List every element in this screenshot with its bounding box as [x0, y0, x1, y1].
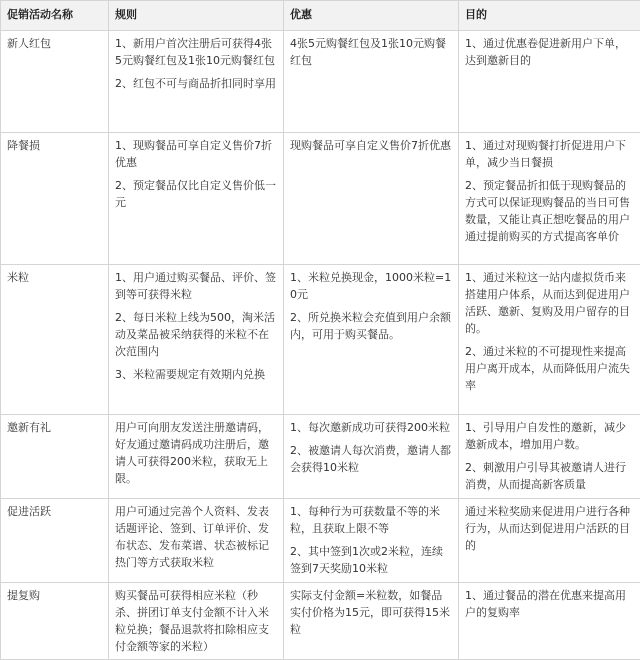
- goal-text: 2、预定餐品折扣低于现购餐品的方式可以保证现购餐品的当日可售数量，又能让真正想吃餐品的用户通过提前购买的方式提高客单价: [465, 177, 634, 245]
- rules-cell: [109, 583, 284, 660]
- offer-text: 2、被邀请人每次消费，邀请人都会获得10米粒: [290, 442, 452, 476]
- goal-text: 1、通过米粒这一站内虚拟货币来搭建用户体系，从而达到促进用户活跃、邀新、复购及用户留存的目的。: [465, 269, 634, 337]
- table-row: [1, 265, 640, 415]
- rules-cell: [109, 133, 284, 265]
- rules-cell: [109, 31, 284, 133]
- offers-cell: [284, 31, 459, 133]
- activity-name: 降餐损: [1, 133, 109, 265]
- table-row: [1, 499, 640, 583]
- rules-cell: [109, 265, 284, 415]
- table-row: [1, 31, 640, 133]
- table-row: [1, 583, 640, 660]
- rule-text: 3、米粒需要规定有效期内兑换: [115, 366, 277, 383]
- rules-cell: [109, 499, 284, 583]
- rule-text: 1、现购餐品可享自定义售价7折优惠: [115, 137, 277, 171]
- offer-text: 4张5元购餐红包及1张10元购餐红包: [290, 35, 452, 69]
- offers-cell: [284, 265, 459, 415]
- offer-text: 2、其中签到1次或2米粒，连续签到7天奖励10米粒: [290, 543, 452, 577]
- offers-cell: [284, 499, 459, 583]
- rule-text: 用户可向朋友发送注册邀请码，好友通过邀请码成功注册后，邀请人可获得200米粒，获取无上限。: [115, 419, 277, 487]
- goal-text: 1、通过餐品的潜在优惠来提高用户的复购率: [465, 587, 634, 621]
- offer-text: 现购餐品可享自定义售价7折优惠: [290, 137, 452, 154]
- header-rules: 规则: [109, 1, 284, 31]
- table-row: [1, 133, 640, 265]
- rules-cell: [109, 415, 284, 499]
- table-row: [1, 415, 640, 499]
- rule-text: 1、用户通过购买餐品、评价、签到等可获得米粒: [115, 269, 277, 303]
- goals-cell: [459, 265, 640, 415]
- rule-text: 用户可通过完善个人资料、发表话题评论、签到、订单评价、发布状态、发布菜谱、状态被标记热门等方式获取米粒: [115, 503, 277, 571]
- goal-text: 通过米粒奖励来促进用户进行各种行为，从而达到促进用户活跃的目的: [465, 503, 634, 554]
- activity-name: 促进活跃: [1, 499, 109, 583]
- offer-text: 实际支付金额=米粒数，如餐品实付价格为15元，即可获得15米粒: [290, 587, 452, 638]
- activity-name: 米粒: [1, 265, 109, 415]
- offer-text: 1、米粒兑换现金，1000米粒=10元: [290, 269, 452, 303]
- goal-text: 2、刺激用户引导其被邀请人进行消费，从而提高新客质量: [465, 459, 634, 493]
- header-offers: 优惠: [284, 1, 459, 31]
- offer-text: 2、所兑换米粒会充值到用户余额内，可用于购买餐品。: [290, 309, 452, 343]
- goal-text: 1、通过对现购餐打折促进用户下单，减少当日餐损: [465, 137, 634, 171]
- activity-name: 新人红包: [1, 31, 109, 133]
- goals-cell: [459, 499, 640, 583]
- goal-text: 1、通过优惠卷促进新用户下单，达到邀新目的: [465, 35, 634, 69]
- activity-name: 邀新有礼: [1, 415, 109, 499]
- offer-text: 1、每次邀新成功可获得200米粒: [290, 419, 452, 436]
- goals-cell: [459, 583, 640, 660]
- rule-text: 2、预定餐品仅比自定义售价低一元: [115, 177, 277, 211]
- rule-text: 购买餐品可获得相应米粒（秒杀、拼团订单支付金额不计入米粒兑换；餐品退款将扣除相应支付金额等家的米粒）: [115, 587, 277, 655]
- header-row: [1, 1, 640, 31]
- offers-cell: [284, 583, 459, 660]
- rule-text: 1、新用户首次注册后可获得4张5元购餐红包及1张10元购餐红包: [115, 35, 277, 69]
- goals-cell: [459, 415, 640, 499]
- offers-cell: [284, 415, 459, 499]
- offer-text: 1、每种行为可获数量不等的米粒，且获取上限不等: [290, 503, 452, 537]
- goal-text: 2、通过米粒的不可提现性来提高用户离开成本，从而降低用户流失率: [465, 343, 634, 394]
- offers-cell: [284, 133, 459, 265]
- goal-text: 1、引导用户自发性的邀新，减少邀新成本，增加用户数。: [465, 419, 634, 453]
- header-goals: 目的: [459, 1, 640, 31]
- rule-text: 2、红包不可与商品折扣同时享用: [115, 75, 277, 92]
- header-name: 促销活动名称: [1, 1, 109, 31]
- activity-name: 提复购: [1, 583, 109, 660]
- goals-cell: [459, 133, 640, 265]
- rule-text: 2、每日米粒上线为500，淘米活动及菜品被采纳获得的米粒不在次范围内: [115, 309, 277, 360]
- goals-cell: [459, 31, 640, 133]
